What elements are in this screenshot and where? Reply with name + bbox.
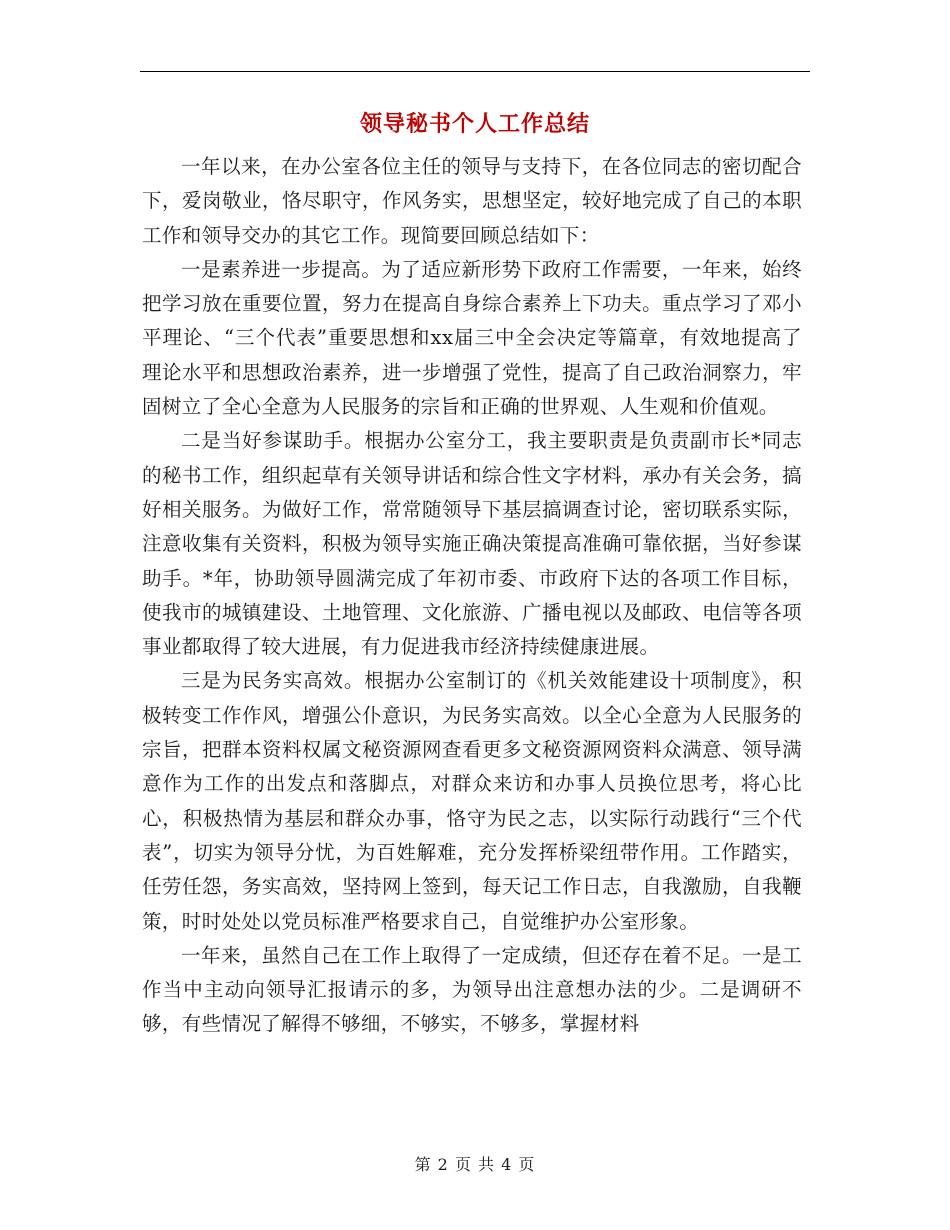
paragraph-efficiency: 三是为民务实高效。根据办公室制订的《机关效能建设十项制度》，积极转变工作作风，增强公仆意识，为民务实高效。以全心全意为人民服务的宗旨，把群本资料权属文秘资源网查看更多文秘资源网资料众满意、领导满意作为工作的出发点和落脚点，对群众来访和办事人员换位思考，将心比心，积极热情为基层和群众办事，恪守为民之志，以实际行动践行“三个代表”，切实为领导分忧，为百姓解难，充分发挥桥梁纽带作用。工作踏实，任劳任怨，务实高效，坚持网上签到，每天记工作日志，自我激励，自我鞭策，时时处处以党员标准严格要求自己，自觉维护办公室形象。 <box>142 669 802 933</box>
document-body <box>142 150 802 1042</box>
header-rule <box>140 71 810 72</box>
paragraph-shortcomings: 一年来，虽然自己在工作上取得了一定成绩，但还存在着不足。一是工作当中主动向领导汇报请示的多，为领导出注意想办法的少。二是调研不够，有些情况了解得不够细，不够实，不够多，掌握材料 <box>142 943 802 1036</box>
paragraph-quality: 一是素养进一步提高。为了适应新形势下政府工作需要，一年来，始终把学习放在重要位置，努力在提高自身综合素养上下功夫。重点学习了邓小平理论、“三个代表”重要思想和xx届三中全会决定等篇章，有效地提高了理论水平和思想政治素养，进一步增强了党性，提高了自己政治洞察力，牢固树立了全心全意为人民服务的宗旨和正确的世界观、人生观和价值观。 <box>142 257 802 419</box>
paragraph-assistant: 二是当好参谋助手。根据办公室分工，我主要职责是负责副市长*同志的秘书工作，组织起草有关领导讲话和综合性文字材料，承办有关会务，搞好相关服务。为做好工作，常常随领导下基层搞调查讨论，密切联系实际，注意收集有关资料，积极为领导实施正确决策提高准确可靠依据，当好参谋助手。*年，协助领导圆满完成了年初市委、市政府下达的各项工作目标，使我市的城镇建设、土地管理、文化旅游、广播电视以及邮政、电信等各项事业都取得了较大进展，有力促进我市经济持续健康进展。 <box>142 429 802 659</box>
paragraph-intro: 一年以来，在办公室各位主任的领导与支持下，在各位同志的密切配合下，爱岗敬业，恪尽职守，作风务实，思想坚定，较好地完成了自己的本职工作和领导交办的其它工作。现简要回顾总结如下： <box>142 155 802 247</box>
document-title: 领导秘书个人工作总结 <box>359 111 590 137</box>
page-number-footer: 第 2 页 共 4 页 <box>414 1155 536 1174</box>
